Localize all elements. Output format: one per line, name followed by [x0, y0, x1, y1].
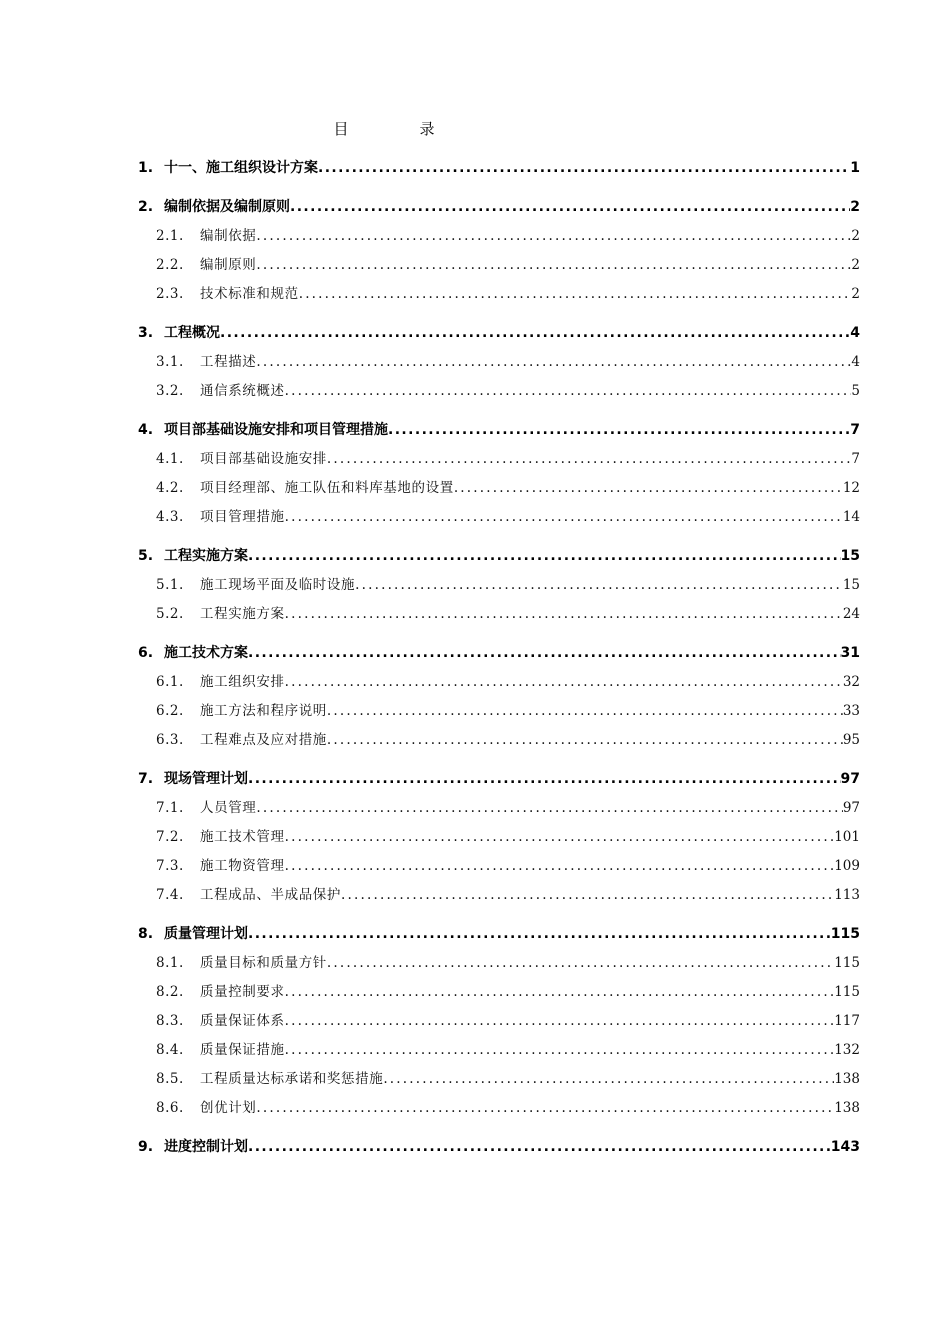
toc-entry-page: 115: [830, 926, 860, 942]
toc-entry-title: 项目部基础设施安排和项目管理措施: [164, 422, 388, 438]
toc-section-entry[interactable]: [138, 1094, 860, 1123]
toc-section-entry[interactable]: [138, 348, 860, 377]
toc-entry-title: 工程质量达标承诺和奖惩措施: [200, 1071, 384, 1087]
toc-dot-leader: [248, 920, 831, 949]
toc-section-entry[interactable]: [138, 1007, 860, 1036]
table-of-contents: [138, 154, 860, 1162]
toc-entry-number: 8.2.: [156, 984, 184, 1000]
toc-entry-number: 8.6.: [156, 1100, 184, 1116]
toc-entry-page: 14: [842, 509, 860, 525]
toc-entry-number: 4.: [138, 422, 154, 438]
toc-dot-leader: [285, 852, 835, 881]
toc-entry-number: 4.2.: [156, 480, 184, 496]
toc-entry-page: 143: [830, 1139, 860, 1155]
toc-section-entry[interactable]: [138, 503, 860, 532]
toc-entry-page: 2: [850, 199, 860, 215]
toc-entry-page: 15: [840, 548, 860, 564]
toc-entry-number: 5.: [138, 548, 154, 564]
toc-dot-leader: [220, 319, 850, 348]
toc-entry-title: 工程难点及应对措施: [200, 732, 327, 748]
toc-dot-leader: [256, 348, 851, 377]
toc-entry-number: 3.2.: [156, 383, 184, 399]
toc-entry-page: 4: [851, 354, 860, 370]
toc-entry-page: 109: [834, 858, 860, 874]
toc-entry-title: 施工方法和程序说明: [200, 703, 327, 719]
toc-section-entry[interactable]: [138, 668, 860, 697]
toc-section-entry[interactable]: [138, 1065, 860, 1094]
toc-entry-number: 3.1.: [156, 354, 184, 370]
toc-section-entry[interactable]: [138, 1036, 860, 1065]
toc-entry-number: 8.3.: [156, 1013, 184, 1029]
toc-section-entry[interactable]: [138, 726, 860, 755]
toc-entry-number: 6.2.: [156, 703, 184, 719]
toc-dot-leader: [248, 542, 841, 571]
toc-section-entry[interactable]: [138, 697, 860, 726]
toc-section-entry[interactable]: [138, 445, 860, 474]
toc-entry-number: 4.1.: [156, 451, 184, 467]
toc-entry-page: 138: [834, 1071, 860, 1087]
toc-entry-title: 施工组织安排: [200, 674, 285, 690]
toc-chapter-entry[interactable]: [138, 639, 860, 668]
toc-dot-leader: [285, 1007, 835, 1036]
toc-dot-leader: [327, 726, 843, 755]
toc-entry-title: 质量目标和质量方针: [200, 955, 327, 971]
toc-entry-page: 1: [850, 160, 860, 176]
toc-section-entry[interactable]: [138, 280, 860, 309]
toc-chapter-entry[interactable]: [138, 765, 860, 794]
toc-entry-page: 113: [834, 887, 860, 903]
toc-entry-number: 6.: [138, 645, 154, 661]
toc-dot-leader: [454, 474, 843, 503]
toc-entry-title: 编制依据及编制原则: [164, 199, 290, 215]
toc-section-entry[interactable]: [138, 794, 860, 823]
toc-entry-title: 项目经理部、施工队伍和料库基地的设置: [200, 480, 454, 496]
toc-entry-title: 通信系统概述: [200, 383, 285, 399]
toc-chapter-entry[interactable]: [138, 1133, 860, 1162]
toc-entry-title: 施工现场平面及临时设施: [200, 577, 356, 593]
toc-section-entry[interactable]: [138, 823, 860, 852]
toc-entry-number: 8.4.: [156, 1042, 184, 1058]
toc-section-entry[interactable]: [138, 949, 860, 978]
toc-entry-number: 2.1.: [156, 228, 184, 244]
toc-dot-leader: [285, 1036, 835, 1065]
toc-section-entry[interactable]: [138, 571, 860, 600]
toc-entry-number: 9.: [138, 1139, 154, 1155]
toc-entry-title: 十一、施工组织设计方案: [164, 160, 318, 176]
toc-dot-leader: [285, 978, 835, 1007]
toc-entry-title: 工程描述: [200, 354, 257, 370]
toc-section-entry[interactable]: [138, 377, 860, 406]
toc-dot-leader: [327, 949, 834, 978]
toc-entry-number: 7.3.: [156, 858, 184, 874]
toc-entry-title: 质量控制要求: [200, 984, 285, 1000]
toc-entry-page: 2: [851, 286, 860, 302]
toc-entry-number: 7.: [138, 771, 154, 787]
toc-dot-leader: [355, 571, 843, 600]
toc-entry-title: 工程实施方案: [200, 606, 285, 622]
toc-entry-number: 7.2.: [156, 829, 184, 845]
toc-entry-number: 6.3.: [156, 732, 184, 748]
toc-entry-number: 7.1.: [156, 800, 184, 816]
toc-entry-page: 132: [834, 1042, 860, 1058]
toc-chapter-entry[interactable]: [138, 542, 860, 571]
toc-section-entry[interactable]: [138, 600, 860, 629]
toc-dot-leader: [318, 154, 850, 183]
toc-entry-title: 技术标准和规范: [200, 286, 299, 302]
toc-entry-page: 97: [842, 800, 860, 816]
toc-entry-title: 现场管理计划: [164, 771, 248, 787]
toc-entry-title: 工程概况: [164, 325, 220, 341]
toc-dot-leader: [256, 1094, 834, 1123]
toc-dot-leader: [290, 193, 850, 222]
toc-entry-page: 7: [851, 451, 860, 467]
toc-entry-number: 8.5.: [156, 1071, 184, 1087]
toc-dot-leader: [285, 668, 843, 697]
toc-chapter-entry[interactable]: [138, 319, 860, 348]
toc-entry-number: 1.: [138, 160, 154, 176]
toc-entry-number: 5.2.: [156, 606, 184, 622]
toc-entry-page: 117: [834, 1013, 860, 1029]
toc-chapter-entry[interactable]: [138, 193, 860, 222]
toc-entry-title: 进度控制计划: [164, 1139, 248, 1155]
toc-chapter-entry[interactable]: [138, 154, 860, 183]
toc-entry-page: 12: [842, 480, 860, 496]
toc-entry-title: 质量保证措施: [200, 1042, 285, 1058]
toc-entry-number: 2.: [138, 199, 154, 215]
toc-dot-leader: [327, 697, 843, 726]
toc-entry-number: 6.1.: [156, 674, 184, 690]
toc-entry-number: 3.: [138, 325, 154, 341]
toc-dot-leader: [248, 639, 841, 668]
toc-entry-title: 项目管理措施: [200, 509, 285, 525]
toc-entry-page: 4: [850, 325, 860, 341]
toc-entry-number: 4.3.: [156, 509, 184, 525]
toc-entry-title: 工程成品、半成品保护: [200, 887, 341, 903]
toc-dot-leader: [285, 503, 843, 532]
toc-entry-page: 2: [851, 228, 860, 244]
toc-entry-title: 施工技术管理: [200, 829, 285, 845]
toc-entry-number: 5.1.: [156, 577, 184, 593]
toc-section-entry[interactable]: [138, 251, 860, 280]
toc-entry-page: 138: [834, 1100, 860, 1116]
toc-chapter-entry[interactable]: [138, 416, 860, 445]
toc-dot-leader: [383, 1065, 834, 1094]
toc-entry-number: 2.2.: [156, 257, 184, 273]
toc-entry-page: 33: [842, 703, 860, 719]
toc-entry-page: 5: [851, 383, 860, 399]
toc-dot-leader: [341, 881, 834, 910]
toc-dot-leader: [256, 251, 851, 280]
toc-entry-title: 创优计划: [200, 1100, 257, 1116]
toc-entry-title: 质量保证体系: [200, 1013, 285, 1029]
toc-entry-number: 7.4.: [156, 887, 184, 903]
toc-entry-page: 115: [834, 984, 860, 1000]
toc-entry-page: 95: [842, 732, 860, 748]
toc-entry-title: 项目部基础设施安排: [200, 451, 327, 467]
toc-dot-leader: [256, 794, 842, 823]
toc-entry-title: 施工物资管理: [200, 858, 285, 874]
toc-entry-page: 115: [834, 955, 860, 971]
toc-entry-number: 8.: [138, 926, 154, 942]
toc-section-entry[interactable]: [138, 852, 860, 881]
toc-entry-title: 质量管理计划: [164, 926, 248, 942]
toc-dot-leader: [248, 1133, 831, 1162]
toc-dot-leader: [256, 222, 851, 251]
toc-entry-page: 97: [840, 771, 860, 787]
toc-entry-page: 32: [842, 674, 860, 690]
toc-entry-number: 8.1.: [156, 955, 184, 971]
toc-section-entry[interactable]: [138, 881, 860, 910]
toc-entry-title: 工程实施方案: [164, 548, 248, 564]
toc-section-entry[interactable]: [138, 222, 860, 251]
toc-entry-page: 2: [851, 257, 860, 273]
toc-entry-title: 编制依据: [200, 228, 257, 244]
toc-entry-title: 施工技术方案: [164, 645, 248, 661]
toc-entry-number: 2.3.: [156, 286, 184, 302]
toc-entry-page: 101: [834, 829, 860, 845]
toc-section-entry[interactable]: [138, 474, 860, 503]
toc-entry-page: 24: [842, 606, 860, 622]
toc-entry-title: 编制原则: [200, 257, 257, 273]
toc-chapter-entry[interactable]: [138, 920, 860, 949]
toc-entry-page: 7: [850, 422, 860, 438]
toc-entry-title: 人员管理: [200, 800, 257, 816]
toc-section-entry[interactable]: [138, 978, 860, 1007]
toc-dot-leader: [285, 823, 835, 852]
toc-dot-leader: [285, 600, 843, 629]
toc-dot-leader: [327, 445, 852, 474]
toc-entry-page: 31: [840, 645, 860, 661]
toc-dot-leader: [248, 765, 841, 794]
toc-dot-leader: [299, 280, 852, 309]
toc-dot-leader: [388, 416, 850, 445]
toc-dot-leader: [285, 377, 852, 406]
toc-entry-page: 15: [842, 577, 860, 593]
toc-heading: 目 录: [333, 120, 463, 138]
